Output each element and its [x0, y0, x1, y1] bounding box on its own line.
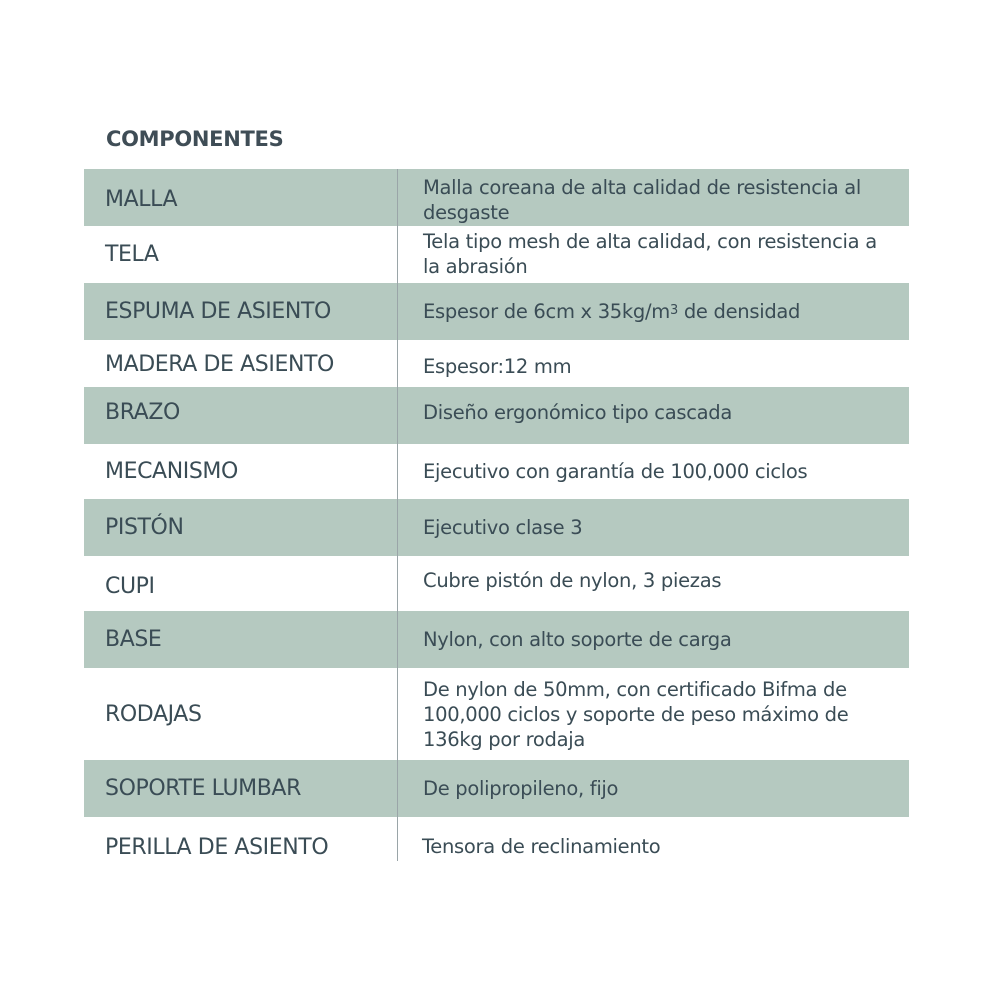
row-label: RODAJAS: [105, 701, 202, 727]
column-divider-tail: [397, 817, 398, 861]
row-label: BRAZO: [105, 400, 180, 425]
row-value: De nylon de 50mm, con certificado Bifma de 100,000 ciclos y soporte de peso máximo de 136kg por rodaja: [397, 668, 909, 760]
value-text-suffix: de densidad: [677, 300, 801, 323]
components-table: [84, 169, 909, 879]
table-row: [84, 283, 909, 340]
table-row: [84, 499, 909, 556]
row-label: TELA: [105, 242, 159, 267]
row-value: Espesor de 6cm x 35kg/m $^3$ de densidad: [397, 283, 909, 340]
row-value: Espesor:12 mm: [397, 340, 909, 387]
row-value: Malla coreana de alta calidad de resistencia al desgaste: [397, 169, 909, 226]
row-label: MALLA: [105, 187, 178, 212]
row-value: Diseño ergonómico tipo cascada: [397, 387, 909, 444]
row-label: ESPUMA DE ASIENTO: [105, 299, 331, 324]
row-value: Nylon, con alto soporte de carga: [397, 611, 909, 668]
row-label: BASE: [105, 627, 162, 652]
table-row: [84, 611, 909, 668]
table-row: [84, 226, 909, 283]
table-row: [84, 387, 909, 444]
row-value: Tela tipo mesh de alta calidad, con resistencia a la abrasión: [397, 226, 909, 283]
table-row: [84, 760, 909, 817]
row-value: Ejecutivo con garantía de 100,000 ciclos: [397, 444, 909, 499]
table-row: [84, 556, 909, 611]
row-value: Tensora de reclinamiento: [422, 835, 661, 858]
row-label: PISTÓN: [105, 515, 184, 540]
row-label: SOPORTE LUMBAR: [105, 776, 301, 801]
row-label: CUPI: [105, 574, 155, 599]
row-label: PERILLA DE ASIENTO: [105, 835, 329, 860]
page-title: COMPONENTES: [106, 127, 284, 151]
table-row: [84, 340, 909, 387]
row-label: MADERA DE ASIENTO: [105, 352, 334, 377]
table-row: [84, 817, 909, 879]
value-text: Espesor de 6cm x 35kg/m: [423, 300, 670, 323]
row-value: De polipropileno, fijo: [397, 760, 909, 817]
table-row: [84, 668, 909, 760]
row-value: Cubre pistón de nylon, 3 piezas: [397, 556, 909, 611]
row-label: MECANISMO: [105, 459, 238, 484]
row-value: Ejecutivo clase 3: [397, 499, 909, 556]
table-row: [84, 169, 909, 226]
table-row: [84, 444, 909, 499]
